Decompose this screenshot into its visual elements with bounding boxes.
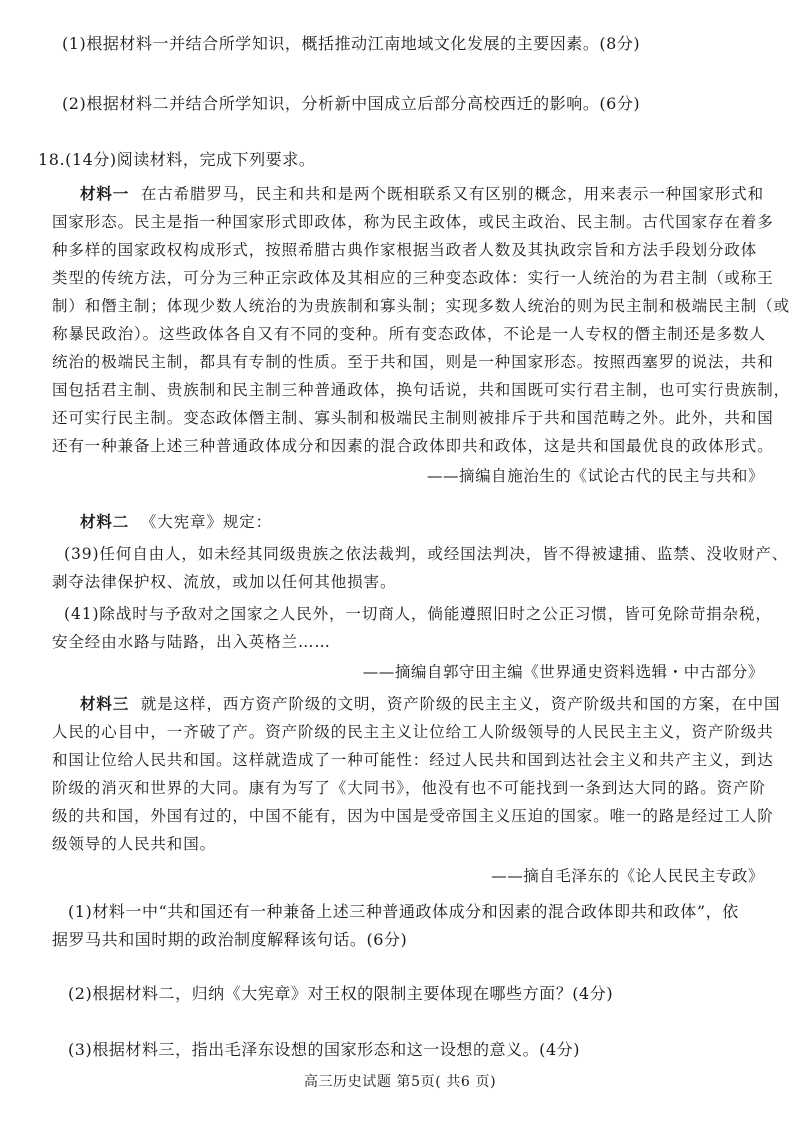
material1-line: 国家形态。民主是指一种国家形式即政体，称为民主政体，或民主政治、民主制。古代国家存在着多 (52, 213, 774, 231)
article41-line: (41)除战时与予敌对之国家之人民外，一切商人，倘能遵照旧时之公正习惯，皆可免除苛捐杂税， (64, 605, 772, 623)
material3-label: 材料三 (80, 694, 130, 713)
q18-sub1-line: (1)材料一中“共和国还有一种兼备上述三种普通政体成分和因素的混合政体即共和政体”，依 (68, 902, 739, 921)
page-footer: 高三历史试题 第5页( 共6 页) (303, 1074, 497, 1090)
material3-line: 和国让位给人民共和国。这样就造成了一种可能性：经过人民共和国到达社会主义和共产主义，到达 (52, 751, 774, 769)
material3-line: 人民的心目中，一齐破了产。资产阶级的民主主义让位给工人阶级领导的人民民主主义，资产阶级共 (52, 723, 774, 741)
material1-text: 在古希腊罗马，民主和共和是两个既相联系又有区别的概念，用来表示一种国家形式和 (140, 185, 765, 203)
article39-line: (39)任何自由人，如未经其同级贵族之依法裁判，或经国法判决，皆不得被逮捕、监禁、没收财产、 (64, 545, 789, 563)
material1-line: 类型的传统方法，可分为三种正宗政体及其相应的三种变态政体：实行一人统治的为君主制（或称王 (52, 269, 774, 287)
material1-line: 种多样的国家政权构成形式，按照希腊古典作家根据当政者人数及其执政宗旨和方法手段划分政体 (52, 241, 758, 259)
q18-sub1-line: 据罗马共和国时期的政治制度解释该句话。(6分) (52, 930, 408, 949)
material2-source: ——摘编自郭守田主编《世界通史资料选辑・中古部分》 (362, 663, 764, 681)
article41-line: 安全经由水路与陆路，出入英格兰…… (52, 633, 331, 651)
q18-sub2: (2)根据材料二，归纳《大宪章》对王权的限制主要体现在哪些方面？(4分) (68, 984, 614, 1003)
material3-line: 级领导的人民共和国。 (52, 835, 217, 853)
material1-line: 国包括君主制、贵族制和民主制三种普通政体，换句话说，共和国既可实行君主制，也可实行贵族制， (52, 381, 791, 399)
q18-sub3: (3)根据材料三，指出毛泽东设想的国家形态和这一设想的意义。(4分) (68, 1040, 581, 1059)
material1-line: 统治的极端民主制，都具有专制的性质。至于共和国，则是一种国家形态。按照西塞罗的说法，共和 (52, 353, 774, 371)
material2-label: 材料二 (80, 512, 130, 531)
q17-sub1: (1)根据材料一并结合所学知识，概括推动江南地域文化发展的主要因素。(8分) (62, 34, 641, 53)
material1-first-line (80, 184, 800, 204)
material2-title: 《大宪章》规定： (140, 513, 273, 531)
material1-line: 还可实行民主制。变态政体僭主制、寡头制和极端民主制则被排斥于共和国范畴之外。此外，共和国 (52, 409, 774, 427)
material1-line: 制）和僭主制；体现少数人统治的为贵族制和寡头制；实现多数人统治的则为民主制和极端民主制（或 (52, 297, 791, 315)
material3-line: 阶级的消灭和世界的大同。康有为写了《大同书》，他没有也不可能找到一条到达大同的路。资产阶 (52, 779, 766, 797)
material3-first-line (80, 694, 800, 714)
q17-sub2: (2)根据材料二并结合所学知识，分析新中国成立后部分高校西迁的影响。(6分) (62, 94, 641, 113)
article39-line: 剥夺法律保护权、流放，或加以任何其他损害。 (52, 573, 397, 591)
material1-line: 称暴民政治）。这些政体各自又有不同的变种。所有变态政体，不论是一人专权的僭主制还是多数人 (52, 325, 766, 343)
material1-line: 还有一种兼备上述三种普通政体成分和因素的混合政体即共和政体，这是共和国最优良的政体形式。 (52, 437, 774, 455)
material3-line: 级的共和国，外国有过的，中国不能有，因为中国是受帝国主义压迫的国家。唯一的路是经过工人阶 (52, 807, 774, 825)
material1-source: ——摘编自施治生的《试论古代的民主与共和》 (426, 467, 764, 485)
q18-header: 18.(14分)阅读材料，完成下列要求。 (38, 150, 316, 169)
material1-label: 材料一 (80, 184, 130, 203)
material3-source: ——摘自毛泽东的《论人民民主专政》 (491, 867, 764, 885)
material3-text: 就是这样，西方资产阶级的文明，资产阶级的民主主义，资产阶级共和国的方案，在中国 (140, 695, 781, 713)
material2-first-line (80, 512, 800, 532)
